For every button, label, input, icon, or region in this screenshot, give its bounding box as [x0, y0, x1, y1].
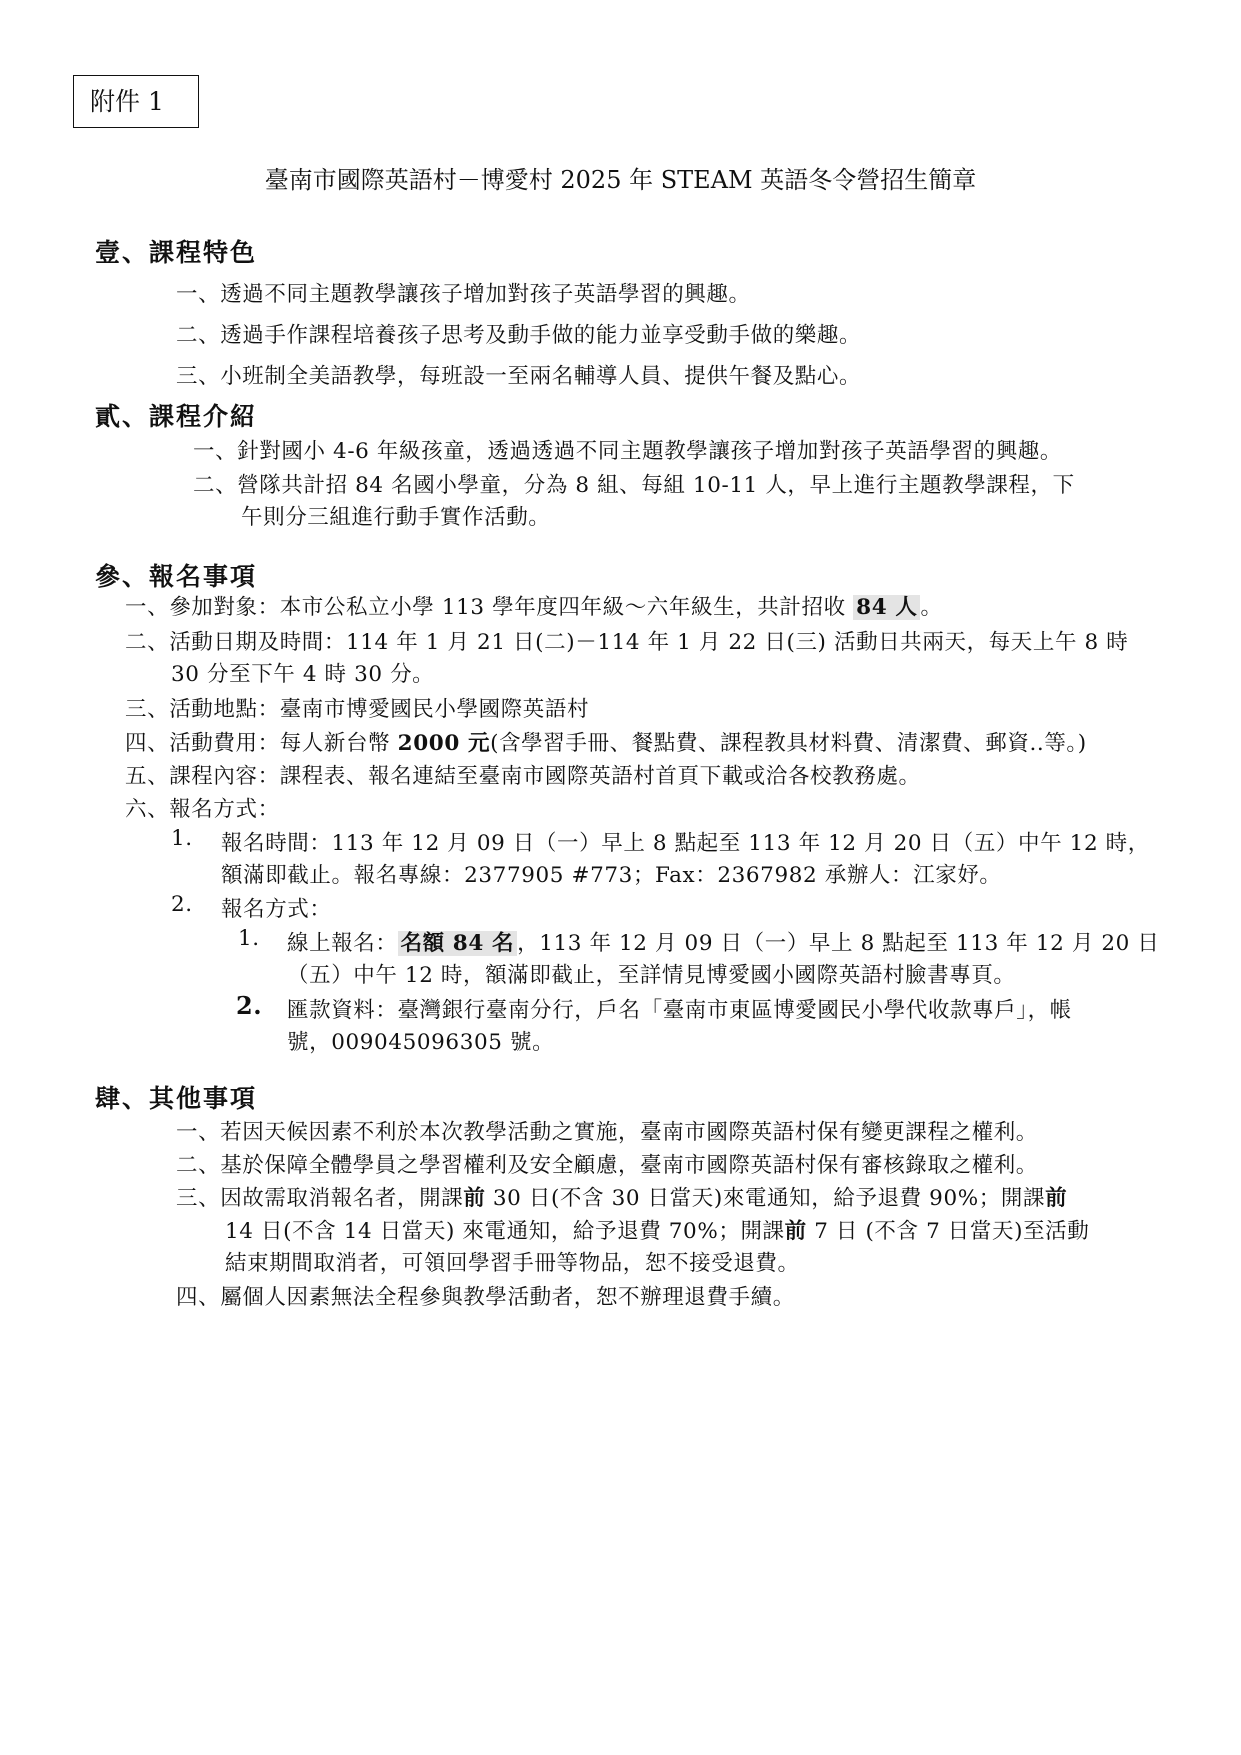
s2-line-2b: 午則分三組進行動手實作活動。 — [241, 505, 551, 530]
section-1-heading: 壹、課程特色 — [95, 238, 258, 267]
s4-line-4: 四、屬個人因素無法全程參與教學活動者，恕不辦理退費手續。 — [176, 1285, 795, 1310]
s3-line-1-end: 。 — [920, 595, 943, 620]
s3-line-5: 五、課程內容：課程表、報名連結至臺南市國際英語村首頁下載或洽各校教務處。 — [125, 764, 921, 789]
section-4-heading: 肆、其他事項 — [95, 1084, 258, 1113]
s3-fee-amount: 2000 元 — [397, 731, 491, 756]
s3-item-1-number: 1. — [171, 826, 193, 851]
s3-line-2b: 30 分至下午 4 時 30 分。 — [171, 662, 435, 687]
s3-subitem-1-text-end: ，113 年 12 月 09 日（一）早上 8 點起至 113 年 12 月 20 日 — [517, 931, 1160, 956]
s3-online-quota-highlight: 名額 84 名 — [398, 931, 518, 956]
s3-line-1 — [125, 590, 943, 621]
s1-line-1: 一、透過不同主題教學讓孩子增加對孩子英語學習的興趣。 — [176, 282, 751, 307]
s3-item-1-line-b: 額滿即截止。報名專線：2377905 #773；Fax：2367982 承辦人：江家妤。 — [221, 863, 1002, 888]
s4-line-3c: 結束期間取消者，可領回學習手冊等物品，恕不接受退費。 — [225, 1251, 800, 1276]
s3-line-4 — [125, 726, 1087, 757]
s3-line-2a: 二、活動日期及時間：114 年 1 月 21 日(二)－114 年 1 月 22 日(三) 活動日共兩天，每天上午 8 時 — [125, 630, 1129, 655]
s4-line-3b-text-1: 14 日(不含 14 日當天) 來電通知，給予退費 70%；開課 — [225, 1219, 785, 1244]
s3-item-1-line-a: 報名時間：113 年 12 月 09 日（一）早上 8 點起至 113 年 12 月 20 日（五）中午 12 時， — [221, 831, 1150, 856]
s4-line-1: 一、若因天候因素不利於本次教學活動之實施，臺南市國際英語村保有變更課程之權利。 — [176, 1120, 1038, 1145]
s3-line-3: 三、活動地點：臺南市博愛國民小學國際英語村 — [125, 697, 590, 722]
s3-line-6: 六、報名方式： — [125, 797, 280, 822]
s3-subitem-1-line-b: （五）中午 12 時，額滿即截止，至詳情見博愛國小國際英語村臉書專頁。 — [287, 963, 1016, 988]
page-title: 臺南市國際英語村－博愛村 2025 年 STEAM 英語冬令營招生簡章 — [264, 166, 977, 194]
s4-line-3a-text-2: 30 日(不含 30 日當天)來電通知，給予退費 90%；開課 — [485, 1186, 1046, 1211]
s3-line-1-text: 一、參加對象：本市公私立小學 113 學年度四年級～六年級生，共計招收 — [125, 595, 846, 620]
s3-subitem-1-line-a — [287, 926, 1159, 957]
attachment-label: 附件 1 — [73, 75, 199, 128]
s3-subitem-1-text: 線上報名： — [287, 931, 398, 956]
s3-item-2-label: 報名方式： — [221, 897, 332, 922]
section-3-heading: 參、報名事項 — [95, 562, 258, 591]
s3-item-2-number: 2. — [171, 892, 193, 917]
s4-line-3a-bold-2: 前 — [1045, 1186, 1068, 1211]
section-2-heading: 貳、課程介紹 — [95, 402, 258, 431]
s4-line-3a — [176, 1181, 1067, 1212]
s1-line-2: 二、透過手作課程培養孩子思考及動手做的能力並享受動手做的樂趣。 — [176, 323, 862, 348]
s3-quota-highlight: 84 人 — [853, 595, 920, 620]
s2-line-2a: 二、營隊共計招 84 名國小學童，分為 8 組、每組 10-11 人，早上進行主題教學課程，下 — [193, 473, 1075, 498]
s4-line-3b — [225, 1214, 1089, 1245]
s3-subitem-2-number: 2. — [236, 991, 263, 1020]
s3-subitem-2-line-a: 匯款資料：臺灣銀行臺南分行，戶名「臺南市東區博愛國民小學代收款專戶」，帳 — [287, 998, 1072, 1023]
s3-line-4-end: (含學習手冊、餐點費、課程教具材料費、清潔費、郵資..等。) — [490, 731, 1087, 756]
s4-line-3a-bold-1: 前 — [463, 1186, 486, 1211]
s4-line-2: 二、基於保障全體學員之學習權利及安全顧慮，臺南市國際英語村保有審核錄取之權利。 — [176, 1153, 1038, 1178]
s1-line-3: 三、小班制全美語教學，每班設一至兩名輔導人員、提供午餐及點心。 — [176, 364, 862, 389]
s2-line-1: 一、針對國小 4-6 年級孩童，透過透過不同主題教學讓孩子增加對孩子英語學習的興趣。 — [193, 439, 1062, 464]
s4-line-3a-text-1: 三、因故需取消報名者，開課 — [176, 1186, 464, 1211]
s3-subitem-1-number: 1. — [238, 926, 260, 951]
s4-line-3b-bold: 前 — [784, 1219, 807, 1244]
s4-line-3b-text-2: 7 日 (不含 7 日當天)至活動 — [806, 1219, 1090, 1244]
s3-line-4-text: 四、活動費用：每人新台幣 — [125, 731, 391, 756]
s3-subitem-2-line-b: 號，009045096305 號。 — [287, 1030, 555, 1055]
